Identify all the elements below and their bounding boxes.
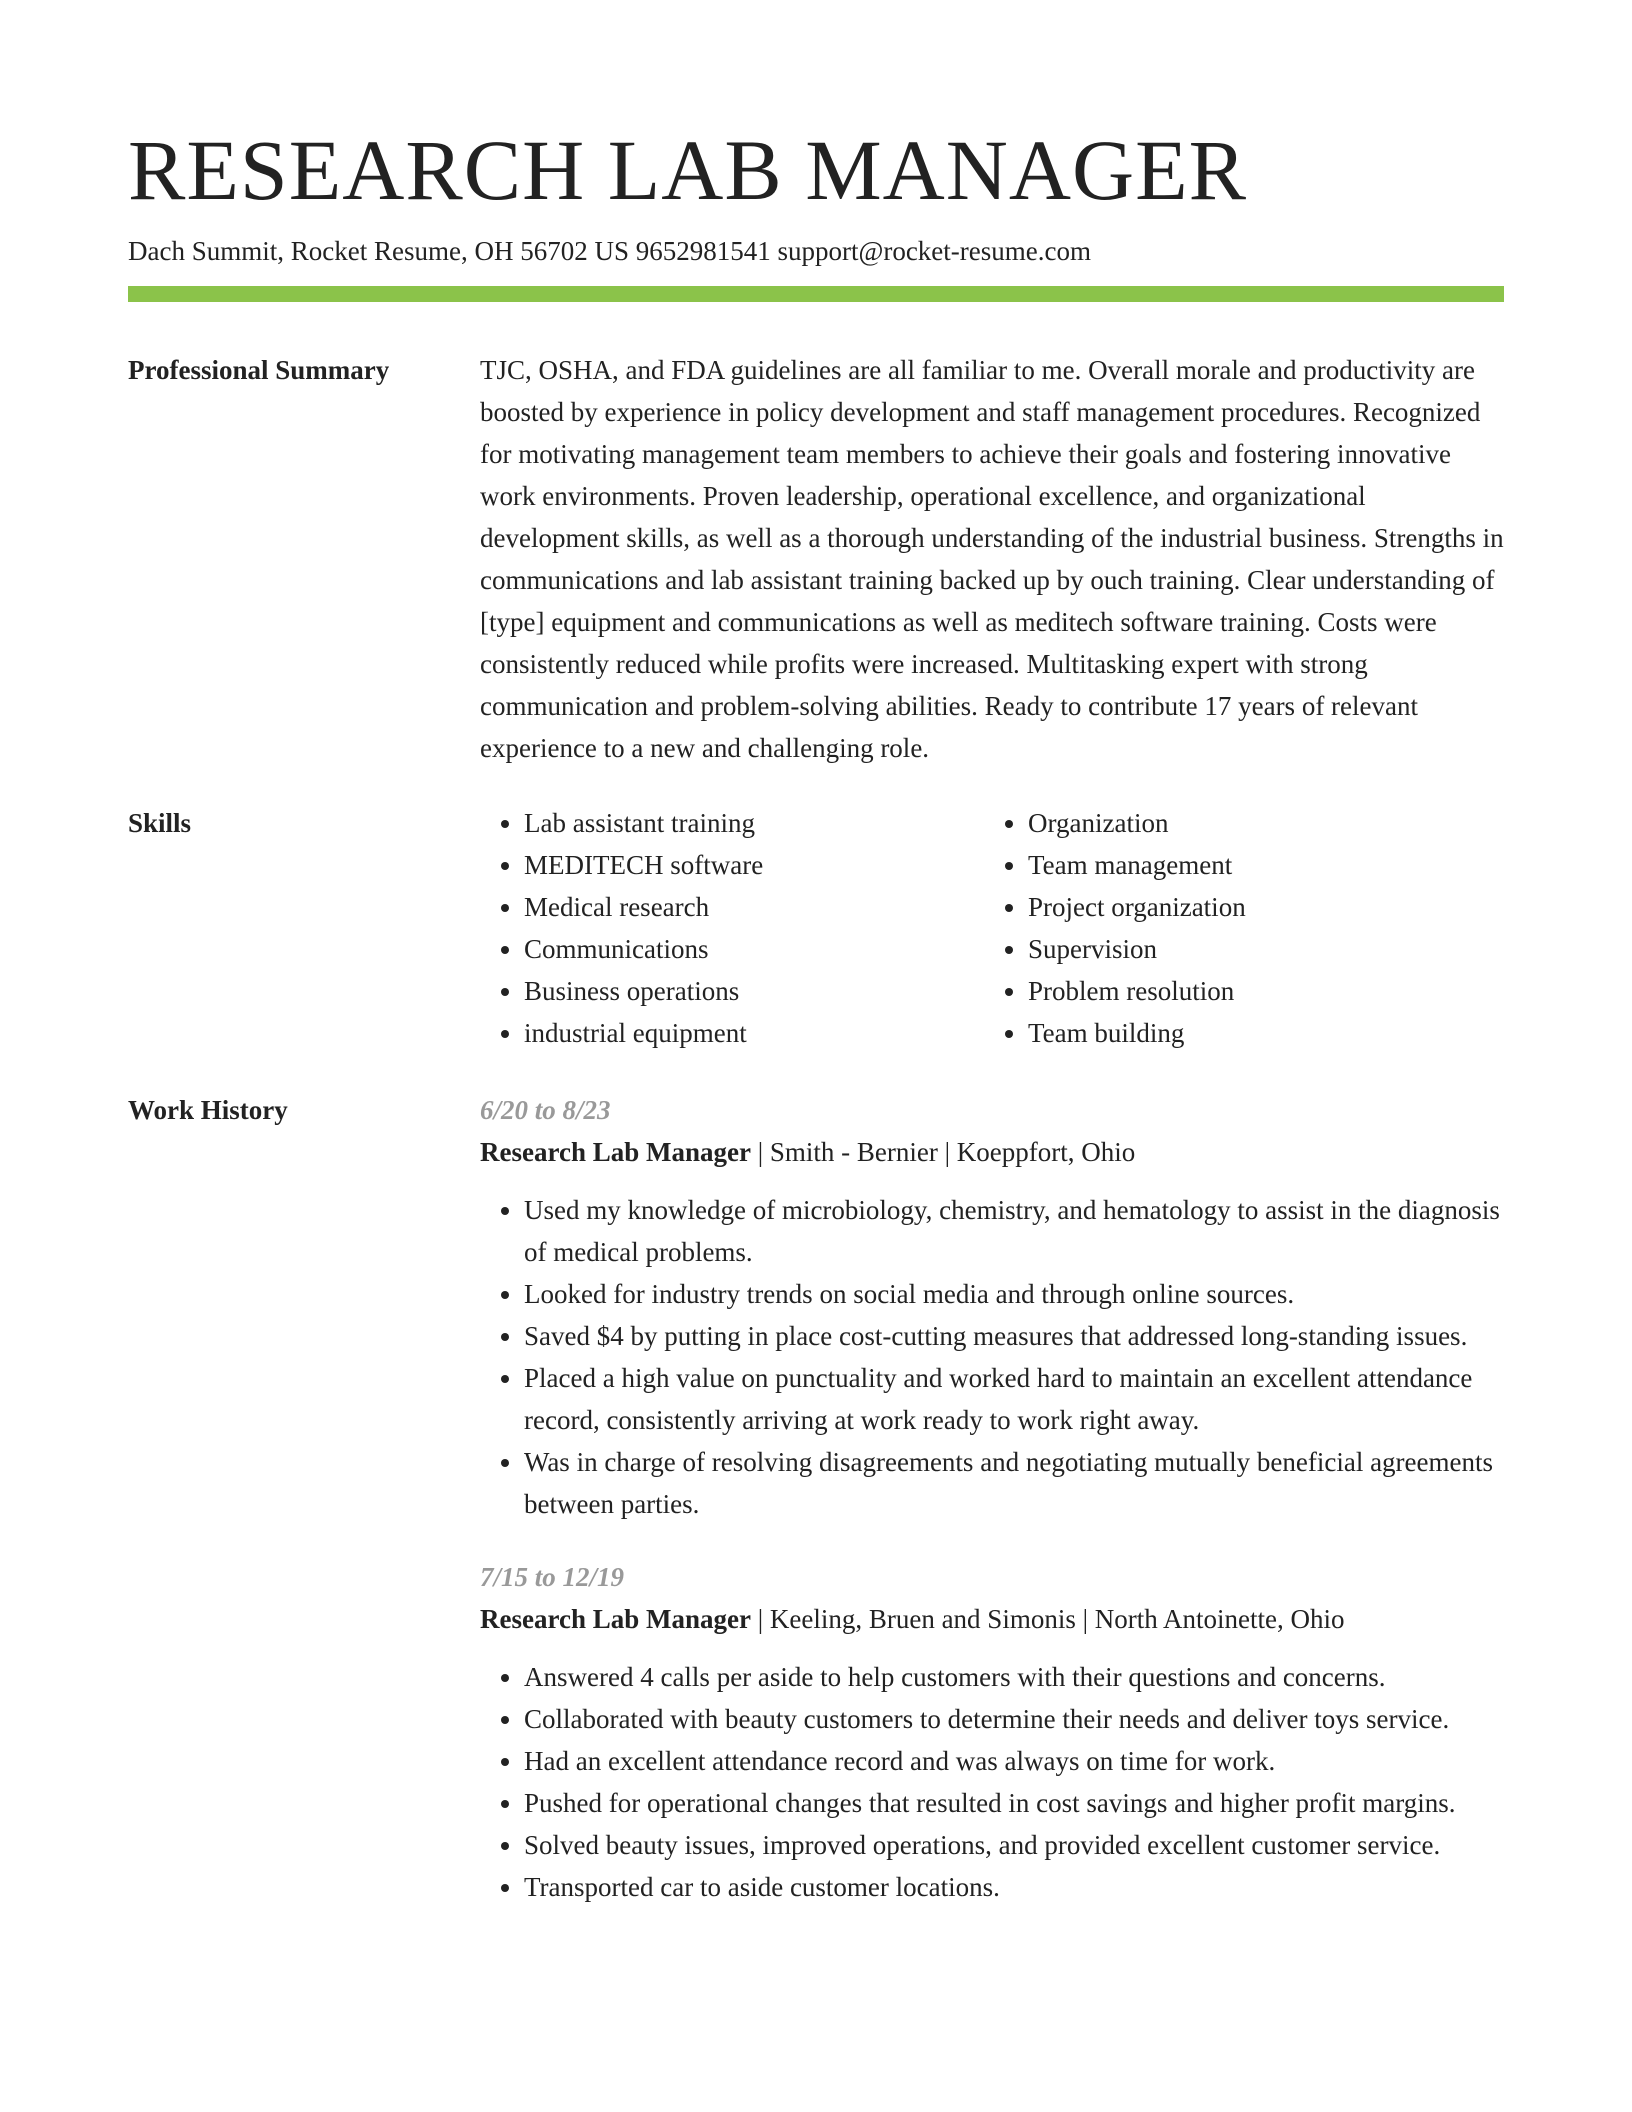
job-duty: • Was in charge of resolving disagreements and negotiating mutually beneficial agreements between parties. [524,1441,1504,1525]
skill-item: • Team building [1028,1012,1488,1054]
job-duties [480,1189,1504,1525]
work-history-heading: Work History [128,1095,288,1125]
job-duty: • Used my knowledge of microbiology, chemistry, and hematology to assist in the diagnosis of medical problems. [524,1189,1504,1273]
skill-item: • Project organization [1028,886,1488,928]
job-duty: • Had an excellent attendance record and was always on time for work. [524,1740,1504,1782]
job-duty: • Pushed for operational changes that resulted in cost savings and higher profit margins. [524,1782,1504,1824]
job-duty: • Saved $4 by putting in place cost-cutting measures that addressed long-standing issues. [524,1315,1504,1357]
skill-item: • Organization [1028,802,1488,844]
job-duty: • Transported car to aside customer locations. [524,1866,1504,1908]
resume-page [128,120,1504,1908]
separator: | [757,1137,764,1167]
skill-item: • Communications [524,928,984,970]
skill-item: • Medical research [524,886,984,928]
job-title-line [480,1598,1504,1640]
job-entry [480,1089,1504,1525]
work-history-section [128,1089,1504,1908]
job-location: Koeppfort, Ohio [956,1137,1136,1167]
skills-column-left [480,802,984,1054]
summary-heading: Professional Summary [128,355,390,385]
job-duty: • Solved beauty issues, improved operations, and provided excellent customer service. [524,1824,1504,1866]
skill-item: • Lab assistant training [524,802,984,844]
job-duties [480,1656,1504,1908]
header-divider [128,286,1504,302]
skills-lists [480,802,1504,1054]
contact-address: Dach Summit, Rocket Resume, OH 56702 US [128,236,629,266]
skill-item: • Team management [1028,844,1488,886]
job-duty: • Looked for industry trends on social media and through online sources. [524,1273,1504,1315]
work-history-entries [480,1089,1504,1908]
separator: | [1082,1604,1088,1634]
candidate-name: RESEARCH LAB MANAGER [128,122,1247,218]
separator: | [757,1604,764,1634]
job-dates: 7/15 to 12/19 [480,1562,625,1592]
job-duty: • Answered 4 calls per aside to help customers with their questions and concerns. [524,1656,1504,1698]
skill-item: • Supervision [1028,928,1488,970]
skill-item: • Business operations [524,970,984,1012]
skill-item: • Problem resolution [1028,970,1488,1012]
job-title: Research Lab Manager [480,1604,751,1634]
skill-item: • industrial equipment [524,1012,984,1054]
job-dates: 6/20 to 8/23 [480,1095,611,1125]
skill-item: • MEDITECH software [524,844,984,886]
separator: | [944,1137,951,1167]
job-company: Smith - Bernier [769,1137,938,1167]
contact-phone: 9652981541 [635,236,771,266]
job-company: Keeling, Bruen and Simonis [769,1604,1076,1634]
contact-line [128,234,1504,268]
job-title-line [480,1131,1504,1173]
summary-text: TJC, OSHA, and FDA guidelines are all familiar to me. Overall morale and productivity are boosted by experience in policy development and staff management procedures. Recognized for motivating management team members to achieve their goals and fostering innovative work environments. Proven leadership, operational excellence, and organizational development skills, as well as a thorough understanding of the industrial business. Strengths in communications and lab assistant training backed up by ouch training. Clear understanding of [type] equipment and communications as well as meditech software training. Costs were consistently reduced while profits were increased. Multitasking expert with strong communication and problem-solving abilities. Ready to contribute 17 years of relevant experience to a new and challenging role. [480,355,1504,763]
job-duty: • Collaborated with beauty customers to determine their needs and deliver toys service. [524,1698,1504,1740]
contact-email[interactable]: support@rocket-resume.com [777,236,1091,266]
summary-section [128,349,1504,769]
skills-heading: Skills [128,808,192,838]
skills-column-right [984,802,1488,1054]
job-location: North Antoinette, Ohio [1094,1604,1345,1634]
job-title: Research Lab Manager [480,1137,751,1167]
skills-section [128,802,1504,1054]
job-entry [480,1556,1504,1908]
job-duty: • Placed a high value on punctuality and worked hard to maintain an excellent attendance record, consistently arriving at work ready to work right away. [524,1357,1504,1441]
